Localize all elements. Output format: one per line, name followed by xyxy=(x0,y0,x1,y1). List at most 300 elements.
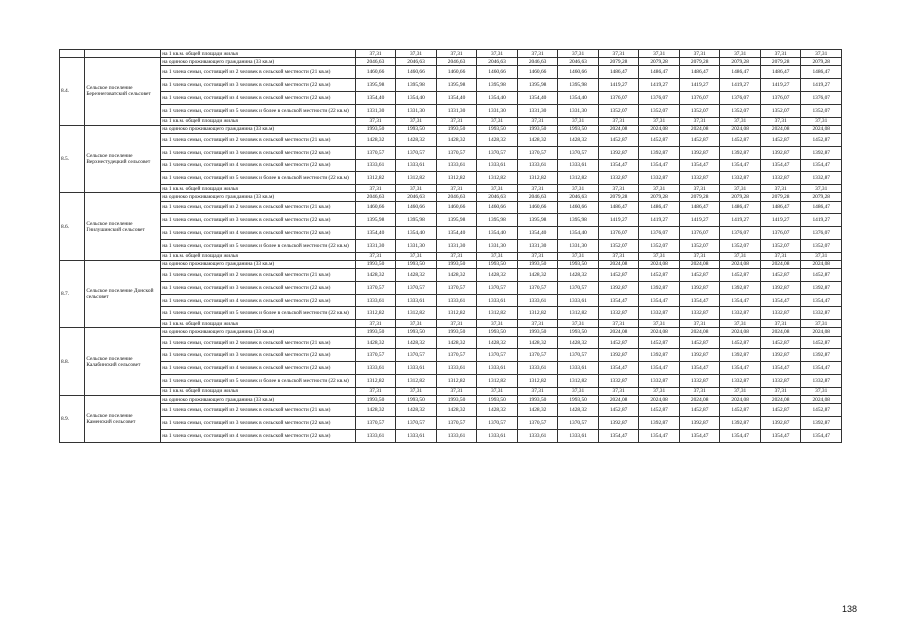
value-cell: 37,31 xyxy=(760,117,801,125)
value-cell: 37,31 xyxy=(477,185,518,193)
table-row xyxy=(60,227,842,240)
value-cell: 37,31 xyxy=(517,50,558,58)
value-cell: 1392,87 xyxy=(720,349,761,362)
value-cell: 1354,47 xyxy=(760,429,801,442)
value-cell: 1333,61 xyxy=(477,362,518,375)
value-cell: 2079,28 xyxy=(760,58,801,66)
value-cell: 1428,32 xyxy=(355,404,396,417)
table-row xyxy=(60,66,842,79)
group-name: Сельское поселение Каменский сельсовет xyxy=(85,396,161,443)
group-number: 8.5. xyxy=(60,125,85,193)
value-cell: 1419,27 xyxy=(679,79,720,92)
value-cell: 37,31 xyxy=(760,50,801,58)
value-cell: 1452,87 xyxy=(639,133,680,146)
value-cell: 37,31 xyxy=(517,185,558,193)
value-cell: 1376,07 xyxy=(801,227,842,240)
value-cell: 1395,98 xyxy=(396,214,437,227)
value-cell: 1354,47 xyxy=(598,429,639,442)
value-cell: 1354,47 xyxy=(760,362,801,375)
row-description: на 1 члена семьи, состоящей из 5 человек и более в сельской местности (22 кв.м) xyxy=(161,307,355,320)
value-cell: 1460,66 xyxy=(558,201,599,214)
value-cell: 1333,61 xyxy=(477,294,518,307)
value-cell: 37,31 xyxy=(436,320,477,328)
value-cell: 1352,07 xyxy=(598,239,639,252)
value-cell: 1419,27 xyxy=(760,79,801,92)
value-cell: 37,31 xyxy=(598,387,639,395)
value-cell: 1376,07 xyxy=(679,227,720,240)
value-cell: 1312,82 xyxy=(477,307,518,320)
row-description: на 1 члена семьи, состоящей из 2 человек в сельской местности (21 кв.м) xyxy=(161,404,355,417)
value-cell: 1370,57 xyxy=(355,416,396,429)
value-cell: 1332,87 xyxy=(801,375,842,388)
value-cell: 1354,40 xyxy=(436,227,477,240)
table-row xyxy=(60,58,842,66)
value-cell: 1419,27 xyxy=(679,214,720,227)
value-cell: 1419,27 xyxy=(801,214,842,227)
value-cell: 1333,61 xyxy=(436,159,477,172)
value-cell: 1312,82 xyxy=(355,307,396,320)
value-cell: 1333,61 xyxy=(436,429,477,442)
value-cell: 1428,32 xyxy=(558,404,599,417)
value-cell: 2046,63 xyxy=(517,58,558,66)
table-row xyxy=(60,50,842,58)
value-cell: 1376,07 xyxy=(598,227,639,240)
value-cell: 1419,27 xyxy=(720,214,761,227)
value-cell: 1370,57 xyxy=(517,349,558,362)
value-cell: 1331,30 xyxy=(436,239,477,252)
value-cell: 1419,27 xyxy=(598,214,639,227)
value-cell: 37,31 xyxy=(760,252,801,260)
value-cell: 37,31 xyxy=(679,387,720,395)
value-cell: 37,31 xyxy=(598,117,639,125)
row-description: на 1 члена семьи, состоящей из 3 человек в сельской местности (22 кв.м) xyxy=(161,79,355,92)
table-row xyxy=(60,336,842,349)
value-cell: 37,31 xyxy=(477,320,518,328)
value-cell: 1419,27 xyxy=(598,79,639,92)
value-cell: 2024,08 xyxy=(720,328,761,336)
value-cell: 1370,57 xyxy=(396,416,437,429)
value-cell: 1332,87 xyxy=(679,307,720,320)
value-cell: 1392,87 xyxy=(720,281,761,294)
row-description: на 1 члена семьи, состоящей из 5 человек и более в сельской местности (22 кв.м) xyxy=(161,375,355,388)
value-cell: 2024,08 xyxy=(598,125,639,133)
value-cell: 2024,08 xyxy=(639,396,680,404)
value-cell: 1354,47 xyxy=(679,429,720,442)
table-row xyxy=(60,201,842,214)
value-cell: 2024,08 xyxy=(801,125,842,133)
table-row xyxy=(60,185,842,193)
value-cell: 1332,87 xyxy=(639,375,680,388)
value-cell: 1354,47 xyxy=(679,362,720,375)
value-cell: 2079,28 xyxy=(801,193,842,201)
value-cell: 1395,98 xyxy=(355,214,396,227)
value-cell: 37,31 xyxy=(558,320,599,328)
value-cell: 1331,30 xyxy=(436,104,477,117)
row-description: на 1 члена семьи, состоящей из 4 человек в сельской местности (22 кв.м) xyxy=(161,227,355,240)
value-cell: 1993,50 xyxy=(355,396,396,404)
value-cell: 1333,61 xyxy=(396,429,437,442)
value-cell: 1419,27 xyxy=(639,214,680,227)
table-row xyxy=(60,91,842,104)
value-cell: 37,31 xyxy=(558,185,599,193)
table-row xyxy=(60,416,842,429)
value-cell: 1452,87 xyxy=(801,269,842,282)
row-description: на 1 члена семьи, состоящей из 4 человек в сельской местности (22 кв.м) xyxy=(161,91,355,104)
value-cell: 37,31 xyxy=(396,387,437,395)
value-cell: 1486,47 xyxy=(720,66,761,79)
value-cell: 1376,07 xyxy=(760,91,801,104)
value-cell: 1312,82 xyxy=(436,307,477,320)
row-description: на 1 члена семьи, состоящей из 2 человек в сельской местности (21 кв.м) xyxy=(161,269,355,282)
value-cell: 37,31 xyxy=(396,252,437,260)
value-cell: 1354,47 xyxy=(598,159,639,172)
value-cell: 37,31 xyxy=(639,252,680,260)
value-cell: 1312,82 xyxy=(558,307,599,320)
value-cell: 1452,87 xyxy=(639,269,680,282)
value-cell: 1993,50 xyxy=(517,125,558,133)
value-cell: 2046,63 xyxy=(396,58,437,66)
value-cell: 1333,61 xyxy=(477,429,518,442)
value-cell: 1333,61 xyxy=(558,159,599,172)
table-row xyxy=(60,239,842,252)
table-row xyxy=(60,429,842,442)
value-cell: 1333,61 xyxy=(517,362,558,375)
value-cell: 1392,87 xyxy=(679,146,720,159)
value-cell: 37,31 xyxy=(598,185,639,193)
value-cell: 37,31 xyxy=(396,50,437,58)
value-cell: 1370,57 xyxy=(558,281,599,294)
value-cell: 2079,28 xyxy=(801,58,842,66)
value-cell: 1370,57 xyxy=(558,146,599,159)
value-cell: 37,31 xyxy=(477,117,518,125)
table-row xyxy=(60,125,842,133)
value-cell: 1395,98 xyxy=(517,214,558,227)
value-cell: 1333,61 xyxy=(517,159,558,172)
value-cell: 2024,08 xyxy=(801,396,842,404)
value-cell: 2024,08 xyxy=(598,260,639,268)
value-cell: 1993,50 xyxy=(477,328,518,336)
value-cell: 37,31 xyxy=(558,50,599,58)
value-cell: 1354,47 xyxy=(720,429,761,442)
row-description: на 1 члена семьи, состоящей из 5 человек и более в сельской местности (22 кв.м) xyxy=(161,239,355,252)
value-cell: 1993,50 xyxy=(517,328,558,336)
value-cell: 37,31 xyxy=(679,185,720,193)
value-cell: 1354,47 xyxy=(639,159,680,172)
value-cell: 1460,66 xyxy=(396,66,437,79)
value-cell: 1993,50 xyxy=(396,125,437,133)
value-cell: 1428,32 xyxy=(517,404,558,417)
value-cell: 1993,50 xyxy=(558,396,599,404)
row-description: на 1 члена семьи, состоящей из 4 человек в сельской местности (22 кв.м) xyxy=(161,429,355,442)
value-cell: 37,31 xyxy=(639,320,680,328)
row-description: на одиноко проживающего гражданина (33 кв.м) xyxy=(161,125,355,133)
value-cell: 1376,07 xyxy=(720,227,761,240)
value-cell: 1993,50 xyxy=(396,260,437,268)
value-cell: 1354,47 xyxy=(801,362,842,375)
value-cell: 1392,87 xyxy=(679,416,720,429)
value-cell: 1376,07 xyxy=(679,91,720,104)
value-cell: 1370,57 xyxy=(477,146,518,159)
value-cell: 1486,47 xyxy=(679,201,720,214)
row-description: на 1 члена семьи, состоящей из 2 человек в сельской местности (21 кв.м) xyxy=(161,66,355,79)
value-cell: 1452,87 xyxy=(639,404,680,417)
table-row xyxy=(60,193,842,201)
value-cell: 1392,87 xyxy=(598,146,639,159)
row-description: на одиноко проживающего гражданина (33 кв.м) xyxy=(161,58,355,66)
value-cell: 1370,57 xyxy=(517,281,558,294)
value-cell: 1428,32 xyxy=(436,336,477,349)
value-cell: 2024,08 xyxy=(801,260,842,268)
row-description: на одиноко проживающего гражданина (33 кв.м) xyxy=(161,260,355,268)
value-cell: 1332,87 xyxy=(598,375,639,388)
value-cell: 2024,08 xyxy=(639,260,680,268)
value-cell: 1428,32 xyxy=(436,404,477,417)
group-number: 8.7. xyxy=(60,260,85,328)
value-cell: 1332,87 xyxy=(639,172,680,185)
value-cell: 1312,82 xyxy=(396,172,437,185)
group-name: Сельское поселение Гнилушинский сельсовет xyxy=(85,193,161,261)
row-description: на 1 члена семьи, состоящей из 4 человек в сельской местности (22 кв.м) xyxy=(161,159,355,172)
value-cell: 37,31 xyxy=(436,387,477,395)
value-cell: 1354,47 xyxy=(639,362,680,375)
value-cell: 1452,87 xyxy=(598,133,639,146)
value-cell: 1452,87 xyxy=(801,133,842,146)
value-cell: 2024,08 xyxy=(598,328,639,336)
value-cell: 1352,07 xyxy=(760,239,801,252)
value-cell: 2046,63 xyxy=(558,58,599,66)
value-cell: 1392,87 xyxy=(639,349,680,362)
value-cell: 1354,40 xyxy=(436,91,477,104)
value-cell: 2046,63 xyxy=(436,193,477,201)
value-cell: 1993,50 xyxy=(477,396,518,404)
value-cell: 1392,87 xyxy=(639,416,680,429)
value-cell: 2079,28 xyxy=(760,193,801,201)
table-row xyxy=(60,252,842,260)
value-cell: 1428,32 xyxy=(517,336,558,349)
value-cell: 1452,87 xyxy=(679,269,720,282)
value-cell: 1332,87 xyxy=(598,307,639,320)
value-cell: 1352,07 xyxy=(679,104,720,117)
value-cell: 1395,98 xyxy=(477,79,518,92)
value-cell: 1354,47 xyxy=(679,159,720,172)
value-cell: 37,31 xyxy=(720,320,761,328)
value-cell: 37,31 xyxy=(598,50,639,58)
value-cell: 2046,63 xyxy=(396,193,437,201)
value-cell: 1392,87 xyxy=(598,349,639,362)
value-cell: 1395,98 xyxy=(477,214,518,227)
value-cell: 37,31 xyxy=(801,117,842,125)
value-cell: 1428,32 xyxy=(396,269,437,282)
value-cell: 2046,63 xyxy=(355,193,396,201)
value-cell: 1370,57 xyxy=(517,416,558,429)
value-cell: 1352,07 xyxy=(679,239,720,252)
value-cell: 1486,47 xyxy=(801,66,842,79)
value-cell: 2024,08 xyxy=(760,125,801,133)
value-cell: 37,31 xyxy=(355,320,396,328)
value-cell: 37,31 xyxy=(639,117,680,125)
value-cell: 1993,50 xyxy=(477,260,518,268)
value-cell: 1993,50 xyxy=(477,125,518,133)
value-cell: 1333,61 xyxy=(396,159,437,172)
value-cell: 1428,32 xyxy=(396,133,437,146)
table-row xyxy=(60,214,842,227)
value-cell: 1452,87 xyxy=(760,269,801,282)
value-cell: 1395,98 xyxy=(517,79,558,92)
table-row xyxy=(60,320,842,328)
value-cell: 1486,47 xyxy=(598,66,639,79)
value-cell: 1428,32 xyxy=(355,336,396,349)
value-cell: 1312,82 xyxy=(396,307,437,320)
value-cell: 1392,87 xyxy=(760,281,801,294)
value-cell: 37,31 xyxy=(679,252,720,260)
table-row xyxy=(60,260,842,268)
value-cell: 37,31 xyxy=(396,117,437,125)
value-cell: 37,31 xyxy=(558,387,599,395)
value-cell: 1312,82 xyxy=(517,172,558,185)
value-cell: 1333,61 xyxy=(517,294,558,307)
value-cell: 37,31 xyxy=(517,320,558,328)
value-cell: 1460,66 xyxy=(477,201,518,214)
value-cell: 1354,40 xyxy=(355,227,396,240)
value-cell: 37,31 xyxy=(477,252,518,260)
value-cell: 1333,61 xyxy=(396,294,437,307)
value-cell: 2024,08 xyxy=(679,260,720,268)
value-cell: 1486,47 xyxy=(598,201,639,214)
value-cell: 1452,87 xyxy=(679,404,720,417)
value-cell: 37,31 xyxy=(720,185,761,193)
value-cell: 1331,30 xyxy=(477,239,518,252)
row-description: на 1 члена семьи, состоящей из 5 человек и более в сельской местности (22 кв.м) xyxy=(161,172,355,185)
value-cell: 1354,47 xyxy=(639,294,680,307)
value-cell: 1486,47 xyxy=(760,201,801,214)
value-cell: 1486,47 xyxy=(679,66,720,79)
value-cell: 37,31 xyxy=(679,117,720,125)
value-cell: 1354,40 xyxy=(517,227,558,240)
value-cell: 1352,07 xyxy=(720,104,761,117)
value-cell: 1486,47 xyxy=(720,201,761,214)
value-cell: 37,31 xyxy=(436,117,477,125)
value-cell: 1428,32 xyxy=(477,133,518,146)
value-cell: 1352,07 xyxy=(720,239,761,252)
value-cell: 1333,61 xyxy=(517,429,558,442)
value-cell: 1312,82 xyxy=(477,375,518,388)
value-cell: 1333,61 xyxy=(558,362,599,375)
value-cell: 1392,87 xyxy=(760,416,801,429)
value-cell: 1392,87 xyxy=(760,349,801,362)
value-cell: 2079,28 xyxy=(598,58,639,66)
value-cell: 1392,87 xyxy=(801,416,842,429)
value-cell: 1993,50 xyxy=(355,125,396,133)
value-cell: 1993,50 xyxy=(558,328,599,336)
value-cell: 1354,40 xyxy=(396,227,437,240)
value-cell: 1354,40 xyxy=(558,91,599,104)
value-cell: 1312,82 xyxy=(558,172,599,185)
value-cell: 1993,50 xyxy=(517,260,558,268)
value-cell: 1332,87 xyxy=(679,375,720,388)
table-row xyxy=(60,294,842,307)
value-cell: 1354,40 xyxy=(396,91,437,104)
value-cell: 2024,08 xyxy=(720,125,761,133)
value-cell: 1460,66 xyxy=(517,66,558,79)
value-cell: 1352,07 xyxy=(801,104,842,117)
value-cell: 1452,87 xyxy=(760,133,801,146)
value-cell: 2024,08 xyxy=(679,328,720,336)
value-cell: 1993,50 xyxy=(436,328,477,336)
row-description: на одиноко проживающего гражданина (33 кв.м) xyxy=(161,328,355,336)
value-cell: 1312,82 xyxy=(396,375,437,388)
value-cell: 2079,28 xyxy=(720,193,761,201)
value-cell: 1354,47 xyxy=(760,294,801,307)
value-cell: 1428,32 xyxy=(355,269,396,282)
value-cell: 37,31 xyxy=(355,50,396,58)
row-description: на 1 члена семьи, состоящей из 3 человек в сельской местности (22 кв.м) xyxy=(161,214,355,227)
value-cell: 2024,08 xyxy=(760,396,801,404)
value-cell: 1395,98 xyxy=(436,79,477,92)
value-cell: 1354,40 xyxy=(558,227,599,240)
value-cell: 37,31 xyxy=(639,185,680,193)
value-cell: 1452,87 xyxy=(801,336,842,349)
value-cell: 1332,87 xyxy=(679,172,720,185)
value-cell: 1428,32 xyxy=(558,133,599,146)
value-cell: 37,31 xyxy=(720,117,761,125)
value-cell: 2046,63 xyxy=(558,193,599,201)
value-cell: 1376,07 xyxy=(598,91,639,104)
value-cell: 1395,98 xyxy=(558,79,599,92)
value-cell: 1333,61 xyxy=(436,294,477,307)
value-cell: 1333,61 xyxy=(355,294,396,307)
value-cell: 37,31 xyxy=(436,50,477,58)
value-cell: 1370,57 xyxy=(396,281,437,294)
value-cell: 1332,87 xyxy=(720,375,761,388)
value-cell: 1376,07 xyxy=(639,91,680,104)
value-cell: 1352,07 xyxy=(598,104,639,117)
value-cell: 1395,98 xyxy=(436,214,477,227)
value-cell: 1354,40 xyxy=(477,91,518,104)
value-cell: 1993,50 xyxy=(396,396,437,404)
row-description: на 1 кв.м. общей площади жилья xyxy=(161,185,355,193)
value-cell: 1428,32 xyxy=(396,404,437,417)
row-description: на 1 члена семьи, состоящей из 2 человек в сельской местности (21 кв.м) xyxy=(161,336,355,349)
value-cell: 1419,27 xyxy=(639,79,680,92)
table-row xyxy=(60,281,842,294)
value-cell: 1370,57 xyxy=(477,349,518,362)
value-cell: 1452,87 xyxy=(720,404,761,417)
value-cell: 37,31 xyxy=(517,252,558,260)
value-cell: 1460,66 xyxy=(558,66,599,79)
value-cell: 1460,66 xyxy=(477,66,518,79)
value-cell: 1392,87 xyxy=(598,416,639,429)
value-cell: 37,31 xyxy=(477,387,518,395)
value-cell: 37,31 xyxy=(760,185,801,193)
value-cell: 2079,28 xyxy=(679,58,720,66)
value-cell: 1370,57 xyxy=(355,349,396,362)
value-cell: 1312,82 xyxy=(355,375,396,388)
value-cell: 2024,08 xyxy=(720,260,761,268)
value-cell: 1428,32 xyxy=(517,133,558,146)
row-description: на 1 члена семьи, состоящей из 3 человек в сельской местности (22 кв.м) xyxy=(161,349,355,362)
value-cell: 37,31 xyxy=(639,50,680,58)
value-cell: 1354,47 xyxy=(639,429,680,442)
value-cell: 1428,32 xyxy=(355,133,396,146)
value-cell: 1392,87 xyxy=(801,281,842,294)
value-cell: 37,31 xyxy=(558,252,599,260)
value-cell: 1452,87 xyxy=(720,133,761,146)
value-cell: 1332,87 xyxy=(639,307,680,320)
group-number: 8.6. xyxy=(60,193,85,261)
value-cell: 1452,87 xyxy=(679,336,720,349)
value-cell: 2024,08 xyxy=(760,260,801,268)
value-cell: 1331,30 xyxy=(517,239,558,252)
